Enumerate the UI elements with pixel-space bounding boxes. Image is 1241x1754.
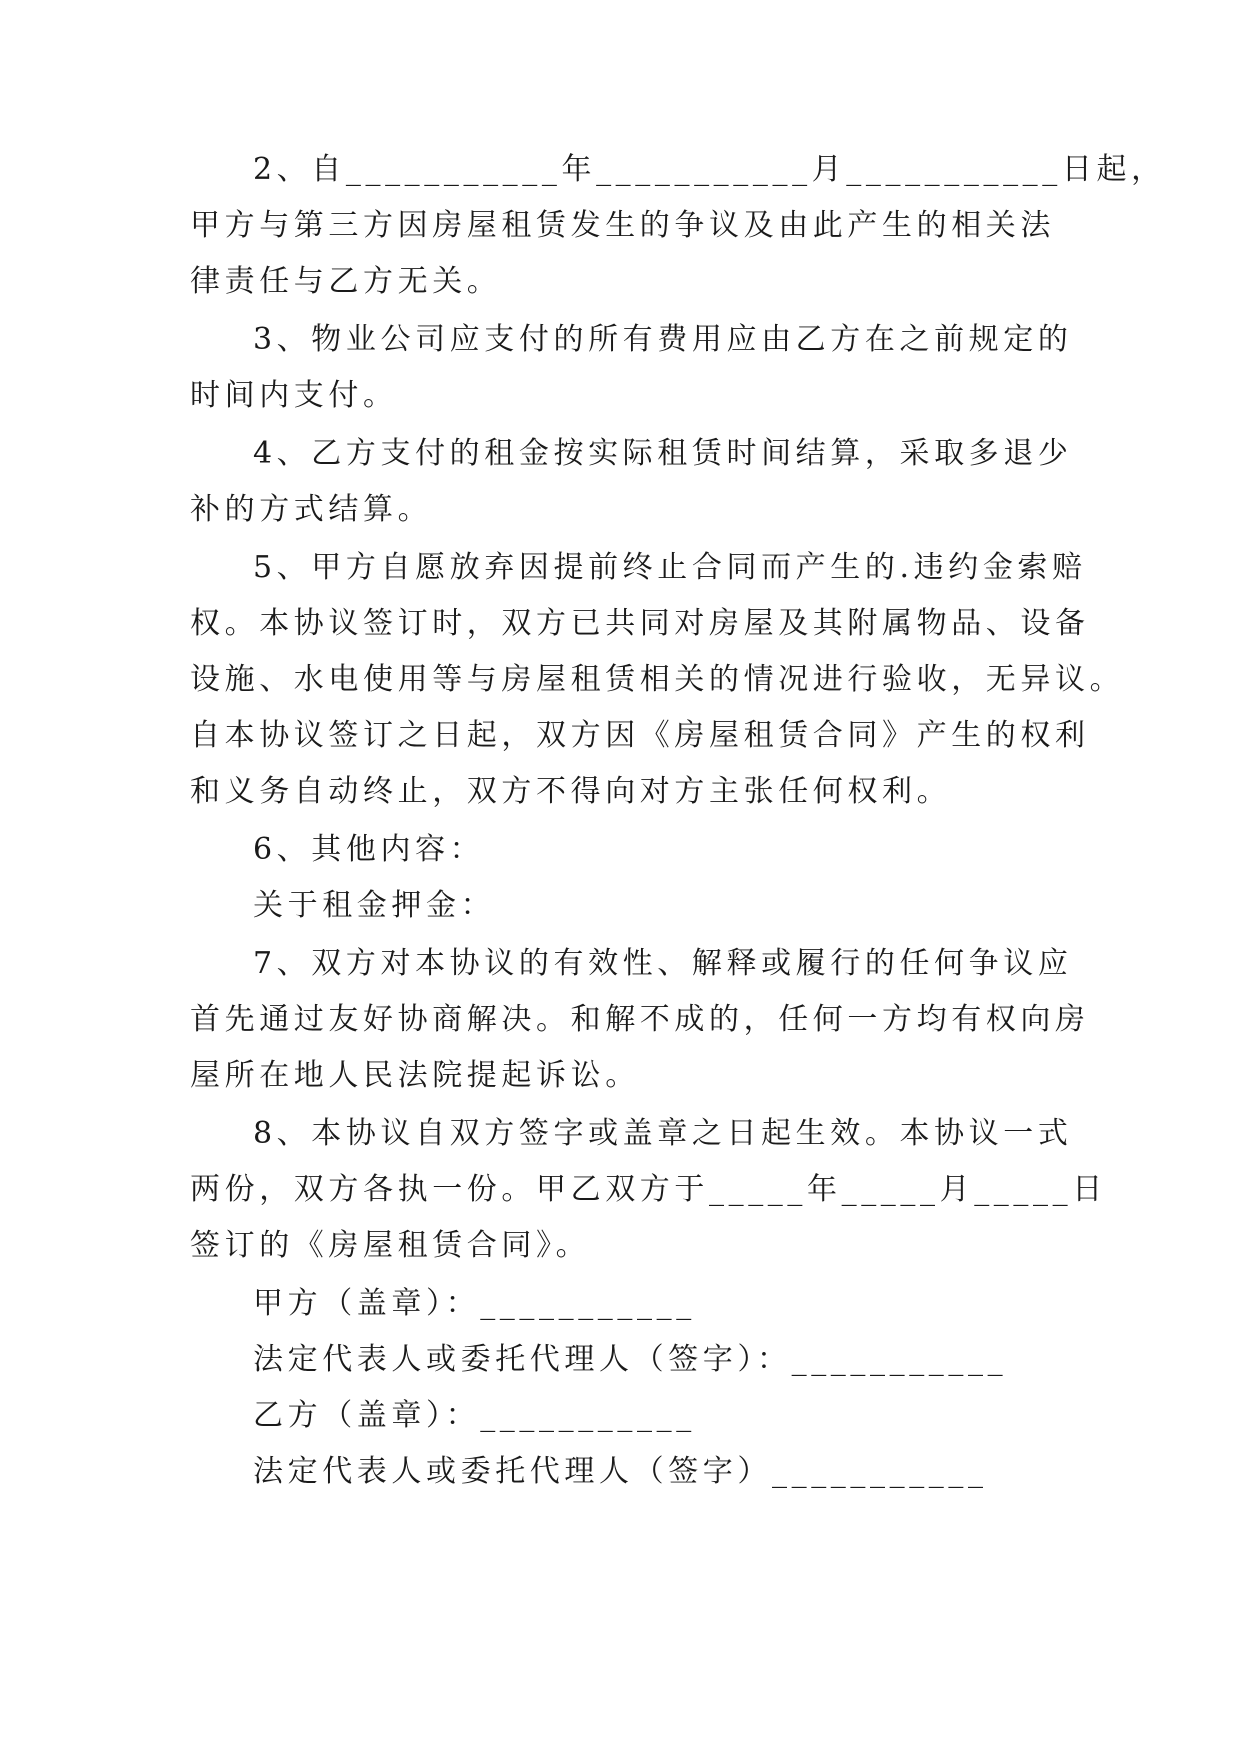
clause-3-line-1: 3、物业公司应支付的所有费用应由乙方在之前规定的	[253, 322, 1073, 357]
clause-7-line-2: 首先通过友好协商解决。和解不成的，任何一方均有权向房	[190, 1002, 1090, 1037]
clause-4-line-1: 4、乙方支付的租金按实际租赁时间结算，采取多退少	[253, 436, 1073, 471]
party-a-seal-line: 甲方（盖章）：___________	[253, 1286, 696, 1321]
party-b-seal-line: 乙方（盖章）：___________	[253, 1398, 696, 1433]
clause-5-line-5: 和义务自动终止，双方不得向对方主张任何权利。	[190, 774, 952, 809]
clause-5-line-1: 5、甲方自愿放弃因提前终止合同而产生的.违约金索赔	[253, 550, 1087, 585]
clause-8-line-3: 签订的《房屋租赁合同》。	[190, 1228, 591, 1263]
party-b-representative-line: 法定代表人或委托代理人（签字）___________	[253, 1454, 988, 1489]
clause-2-line-3: 律责任与乙方无关。	[190, 264, 502, 299]
party-a-representative-line: 法定代表人或委托代理人（签字）：___________	[253, 1342, 1008, 1377]
clause-4-line-2: 补的方式结算。	[190, 492, 433, 527]
clause-8-line-2: 两份，双方各执一份。甲乙双方于_____年_____月_____日	[190, 1172, 1107, 1207]
clause-2-line-2: 甲方与第三方因房屋租赁发生的争议及由此产生的相关法	[190, 208, 1055, 243]
clause-5-line-2: 权。本协议签订时，双方已共同对房屋及其附属物品、设备	[190, 606, 1090, 641]
clause-2-line-1: 2、自___________年___________月___________日起，	[253, 152, 1166, 187]
clause-6-line-2: 关于租金押金：	[253, 888, 496, 923]
clause-8-line-1: 8、本协议自双方签字或盖章之日起生效。本协议一式	[253, 1116, 1073, 1151]
clause-7-line-1: 7、双方对本协议的有效性、解释或履行的任何争议应	[253, 946, 1073, 981]
clause-3-line-2: 时间内支付。	[190, 378, 398, 413]
clause-5-line-4: 自本协议签订之日起，双方因《房屋租赁合同》产生的权利	[190, 718, 1090, 753]
clause-5-line-3: 设施、水电使用等与房屋租赁相关的情况进行验收，无异议。	[190, 662, 1125, 697]
clause-6-line-1: 6、其他内容：	[253, 832, 485, 867]
clause-7-line-3: 屋所在地人民法院提起诉讼。	[190, 1058, 640, 1093]
